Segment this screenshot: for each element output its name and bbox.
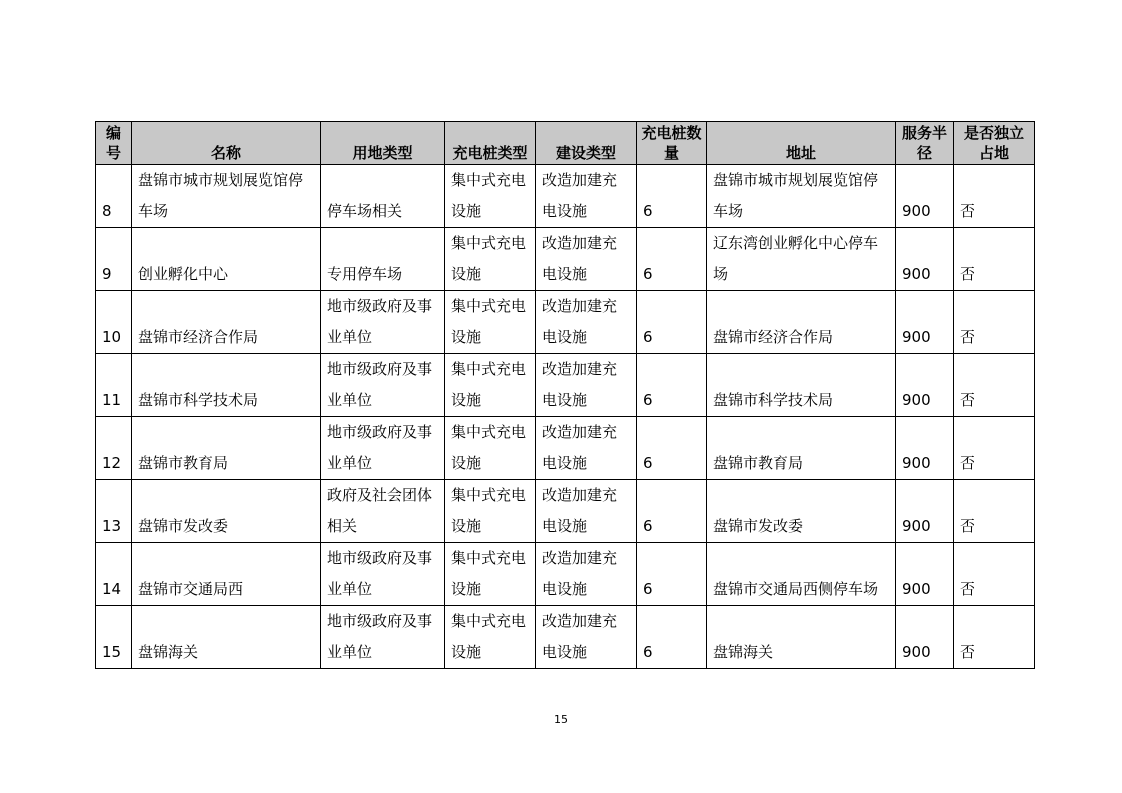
cell-address: 盘锦海关	[707, 606, 896, 669]
cell-radius: 900	[896, 417, 954, 480]
cell-independent: 否	[954, 543, 1035, 606]
cell-pile-type: 集中式充电设施	[445, 291, 536, 354]
cell-build-type: 改造加建充电设施	[536, 354, 637, 417]
cell-land-type: 地市级政府及事业单位	[321, 606, 445, 669]
cell-name: 盘锦市科学技术局	[132, 354, 321, 417]
cell-land-type: 专用停车场	[321, 228, 445, 291]
cell-no: 9	[96, 228, 132, 291]
table-row	[96, 480, 1035, 543]
table-row	[96, 606, 1035, 669]
cell-name: 盘锦市教育局	[132, 417, 321, 480]
table-body	[96, 165, 1035, 669]
cell-no: 8	[96, 165, 132, 228]
cell-radius: 900	[896, 354, 954, 417]
table-row	[96, 354, 1035, 417]
cell-no: 12	[96, 417, 132, 480]
table-row	[96, 543, 1035, 606]
cell-no: 15	[96, 606, 132, 669]
cell-name: 盘锦市发改委	[132, 480, 321, 543]
cell-radius: 900	[896, 228, 954, 291]
cell-address: 盘锦市教育局	[707, 417, 896, 480]
cell-address: 盘锦市经济合作局	[707, 291, 896, 354]
cell-pile-count: 6	[637, 543, 707, 606]
cell-build-type: 改造加建充电设施	[536, 417, 637, 480]
charging-facility-table	[95, 121, 1035, 669]
cell-land-type: 地市级政府及事业单位	[321, 543, 445, 606]
header-independent: 是否独立占地	[954, 122, 1035, 165]
header-no: 编号	[96, 122, 132, 165]
cell-no: 11	[96, 354, 132, 417]
cell-pile-count: 6	[637, 417, 707, 480]
cell-pile-count: 6	[637, 228, 707, 291]
cell-name: 盘锦海关	[132, 606, 321, 669]
table-header-row	[96, 122, 1035, 165]
cell-independent: 否	[954, 480, 1035, 543]
header-build-type: 建设类型	[536, 122, 637, 165]
cell-name: 盘锦市城市规划展览馆停车场	[132, 165, 321, 228]
header-address: 地址	[707, 122, 896, 165]
cell-independent: 否	[954, 165, 1035, 228]
cell-pile-type: 集中式充电设施	[445, 165, 536, 228]
cell-name: 盘锦市交通局西	[132, 543, 321, 606]
cell-no: 13	[96, 480, 132, 543]
cell-pile-count: 6	[637, 606, 707, 669]
header-radius: 服务半径	[896, 122, 954, 165]
cell-address: 辽东湾创业孵化中心停车场	[707, 228, 896, 291]
cell-independent: 否	[954, 417, 1035, 480]
cell-land-type: 地市级政府及事业单位	[321, 354, 445, 417]
header-pile-type: 充电桩类型	[445, 122, 536, 165]
cell-radius: 900	[896, 165, 954, 228]
cell-no: 14	[96, 543, 132, 606]
cell-pile-type: 集中式充电设施	[445, 480, 536, 543]
cell-pile-count: 6	[637, 291, 707, 354]
cell-name: 盘锦市经济合作局	[132, 291, 321, 354]
cell-address: 盘锦市科学技术局	[707, 354, 896, 417]
cell-pile-type: 集中式充电设施	[445, 228, 536, 291]
cell-radius: 900	[896, 606, 954, 669]
cell-radius: 900	[896, 291, 954, 354]
header-land-type: 用地类型	[321, 122, 445, 165]
table-row	[96, 228, 1035, 291]
cell-no: 10	[96, 291, 132, 354]
cell-land-type: 地市级政府及事业单位	[321, 417, 445, 480]
table-row	[96, 291, 1035, 354]
cell-build-type: 改造加建充电设施	[536, 543, 637, 606]
header-pile-count: 充电桩数量	[637, 122, 707, 165]
cell-build-type: 改造加建充电设施	[536, 606, 637, 669]
cell-pile-type: 集中式充电设施	[445, 606, 536, 669]
cell-pile-count: 6	[637, 480, 707, 543]
cell-name: 创业孵化中心	[132, 228, 321, 291]
cell-build-type: 改造加建充电设施	[536, 291, 637, 354]
cell-pile-type: 集中式充电设施	[445, 354, 536, 417]
cell-pile-type: 集中式充电设施	[445, 543, 536, 606]
cell-radius: 900	[896, 543, 954, 606]
cell-land-type: 地市级政府及事业单位	[321, 291, 445, 354]
cell-pile-count: 6	[637, 165, 707, 228]
table-row	[96, 417, 1035, 480]
cell-address: 盘锦市交通局西侧停车场	[707, 543, 896, 606]
table-row	[96, 165, 1035, 228]
cell-address: 盘锦市城市规划展览馆停车场	[707, 165, 896, 228]
cell-build-type: 改造加建充电设施	[536, 480, 637, 543]
cell-radius: 900	[896, 480, 954, 543]
cell-address: 盘锦市发改委	[707, 480, 896, 543]
cell-independent: 否	[954, 354, 1035, 417]
cell-pile-count: 6	[637, 354, 707, 417]
cell-independent: 否	[954, 606, 1035, 669]
page-number: 15	[554, 713, 568, 726]
cell-pile-type: 集中式充电设施	[445, 417, 536, 480]
cell-independent: 否	[954, 291, 1035, 354]
cell-independent: 否	[954, 228, 1035, 291]
cell-land-type: 政府及社会团体相关	[321, 480, 445, 543]
cell-build-type: 改造加建充电设施	[536, 165, 637, 228]
cell-land-type: 停车场相关	[321, 165, 445, 228]
header-name: 名称	[132, 122, 321, 165]
cell-build-type: 改造加建充电设施	[536, 228, 637, 291]
